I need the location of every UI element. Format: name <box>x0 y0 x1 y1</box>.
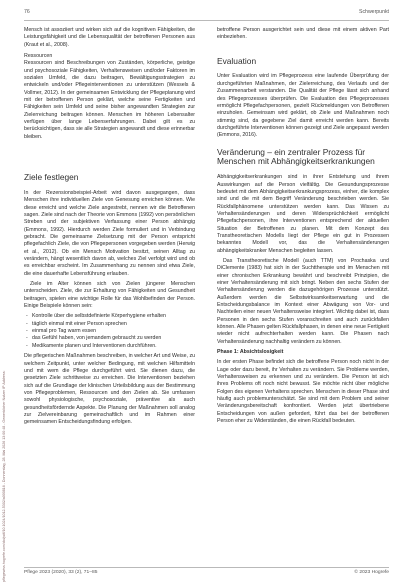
list-item: - Medikamente planen und Interventionen durchführen. <box>32 343 195 350</box>
resources-heading: Ressourcen <box>24 53 53 60</box>
running-footer <box>24 570 389 579</box>
header-divider <box>24 20 389 21</box>
evaluation-heading: Evaluation <box>217 55 257 66</box>
section-gap <box>217 45 389 57</box>
right-column <box>217 27 389 555</box>
measures-paragraph: Die pflegerischen Maßnahmen beschreiben, in welcher Art und Weise, zu welchem Zeitpunkt, unter welcher Bedingung, mit welchen Hilfsmitteln und mit wem die Pflege durchgeführt wird. Sie dienen dazu, die gesetzten Ziele schrittweise zu erreichen. Die Interventionen beziehen sich auf die Grundlage der klinischen Urteilsbildung aus der Bestimmung von Pflegeproblemen, Ressourcen und den Zielen ab. Sie umfassen sowohl physiologische, psychosoziale, präventive als auch gesundheitsfördernde Aspekte. Die Planung der Maßnahmen soll analog zur Zielvereinbarung gemeinschaftlich und im Rahmen einer gemeinsamen Entscheidungsfindung erfolgen. <box>24 353 195 426</box>
goal-examples-list <box>24 313 195 350</box>
download-note: pflegewiss.hogrefe.com/doi/pdf/10.1024/1012-5302/a000816 - Donnerstag, 28. Mai 2026 13:00:48 - Gewerblicher Nutzer IP Address: <box>2 370 6 582</box>
goals-heading: Ziele festlegen <box>24 172 79 183</box>
section-gap <box>24 144 195 173</box>
running-header <box>24 9 389 19</box>
phase-label: Phase 1: Absichtslosigkeit <box>217 349 284 356</box>
change-heading: Veränderung – ein zentraler Prozess für Menschen mit Abhängigkeitserkrankungen <box>217 146 375 167</box>
section-topic: Schwerpunkt <box>359 9 389 15</box>
journal-citation: Pflege 2023 (2020), 33 (2), 71–85 <box>24 570 98 575</box>
resources-paragraph: Ressourcen sind Beschreibungen von Zuständen, körperliche, geistige und psychosoziale Fähigkeiten, Verhaltensweisen und/oder Faktoren im sozialen Umfeld, die dazu beitragen, Bewältigungsstrategien zu entwickeln und/oder Pflegeinterventionen zu unterstützen (Wessels & Vollmer, 2012). In der gemeinsamen Entwicklung der Pflegeplanung wird mit der betroffenen Person geklärt, welche seine Fertigkeiten und Fähigkeiten sein Umfeld und seine bisher angewandten Strategien zur Zielerreichung beitragen können. Menschen im höheren Lebensalter verfügen über lange Lebenserfahrungen. Dabei gilt es zu berücksichtigen, dass sie alle Strategien angewandt und diese erinnerbar bleiben. <box>24 60 195 140</box>
goals-paragraph: Ziele im Alter können sich von Zielen jüngerer Menschen unterscheiden. Ziele, die zur Erhaltung von Fähigkeiten und Gesundheit beitragen, spielen eine wichtige Rolle für das Wohlbefinden der Person. Einige Beispiele können sein: <box>24 281 195 310</box>
intro-paragraph: Mensch ist assoziiert und wirken sich auf die kognitiven Fähigkeiten, die Leistungsfähigkeit und die Lebensqualität der betroffenen Personen aus (Kraut et al., 2008). <box>24 27 195 48</box>
list-item: - täglich einmal mit einer Person sprechen <box>32 321 195 328</box>
change-paragraph: Abhängigkeitserkrankungen sind in ihrer Entstehung und ihrem Auswirkungen auf die Person vielfältig. Die Gesundungsprozesse bedeutet mit dem Abhängigkeitserkrankungsprozess, einher, die komplex sind und die mit dem Begriff Veränderung beschrieben werden. Sie Rückfallphänomene unterstützen werden kann. Das Wissen zu Verhaltensänderungen und deren Widersprüchlichkeit ermöglicht Pflegefachpersonen, ihre Interventionen entsprechend der aktuellen Situation der Betroffenen zu planen. Mit dem Konzept des Transtheoretischen Modells liegt der Pflege ein gut in Prozessen bekanntes Modell vor, das die Verhaltensänderungen abhängigkeitskranker Menschen begleiten lassen. <box>217 174 389 254</box>
phase-paragraph: In der ersten Phase befindet sich die betroffene Person noch nicht in der Lage oder dazu bereit, ihr Verhalten zu verändern. Sie Probleme werden, Verhaltensweisen zu erkennen und zu verändern. Die Person ist sich ihres Problems oft noch nicht bewusst. Sie möchte nicht über mögliche Folgen des eigenen Verhaltens sprechen. Menschen in dieser Phase sind häufig auch problemunterschätzt. Sie sind mit dem Problem und seiner Veränderungsbereitschaft konfrontiert. Werden jetzt übertriebene Entscheidungen von außen gefordert, führt das bei der betroffenen Person eher zu Widerständen, die einen Rückfall bedeuten. <box>217 359 389 425</box>
list-item: - das Gefühl haben, von jemandem gebraucht zu werden <box>32 335 195 342</box>
ttm-paragraph: Das Transtheoretische Modell (auch TTM) von Prochaska und DiClemente (1983) hat sich in der Suchttherapie und im Menschen mit einer chronischen Erkrankung bewährt und beschreibt Prinzipien, die einer Verhaltensänderung mit sich bringt. Neben den sechs Stufen der Verhaltensänderung werden die dazugehörigen Prozesse unterstützt. Außerdem werden die Selbstwirksamkeitserwartung und die Entscheidungsbalance im Kontext einer Abwägung von Vor- und Nachteilen einer neuen Verhaltensweise integriert. Wichtig dabei ist, dass Personen in den sechs Stufen voranschreiten und auch zurückfallen können. Alle Phasen gelten Rückfallphasen, in denen eine neue Fertigkeit wieder nicht aufrechterhalten werden kann. Die Phasen nach Verhaltensänderung nachhaltig verändern zu können. <box>217 257 389 345</box>
evaluation-paragraph: Unter Evaluation wird im Pflegeprozess eine laufende Überprüfung der durchgeführten Maßnahmen, der Zielerreichung, des Verlaufs und der Zusammenarbeit verstanden. Die Qualität der Pflege lässt sich anhand des Pflegeprozesses überprüfen. Die Evaluation des Pflegeprozesses ermöglicht Pflegefachpersonen, gezielt Rückmeldungen von Betroffenen einzuholen. Gemeinsam wird geklärt, ob Ziele und Maßnahmen noch stimmig sind, da gegebene Ziel damit erreicht werden kann. Bereits durchgeführte Interventionen können gezeigt und Ziele angepasst werden (Emmons, 2016). <box>217 73 389 139</box>
left-column <box>24 27 195 555</box>
copyright-notice: © 2023 Hogrefe <box>354 570 389 575</box>
list-item: - einmal pro Tag warm essen <box>32 328 195 335</box>
footer-divider <box>24 567 389 568</box>
goals-paragraph: In der Rezensionsbeispiel-Arbeit wird davon ausgegangen, dass Menschen ihre individuellen Ziele von Genesung erreichen können. Wie diese erreicht und welche Ziele angestrebt, nennen wir die Betroffenen sagen. Ziele sind nach der Theorie von Emmons (1992) von persönlichen Streben und der subjektiven Verfassung einer Person abhängig (Emmons, 1992). Hierdurch werden Ziele formuliert und in Verbindung gebracht. Die gemeinsame Zielsetzung mit der Person entspricht pflegefachlich Ziele, die von Pflegepersonen vorgegeben werden (Herwig et al., 2012). Ob ein Mensch Motivation besitzt, seinen Alltag zu verändern, hängt wesentlich davon ab, welches Ziel verfolgt wird und ob es erreichbar erscheint. Im Zusammenhang zu nennen sind etwa Ziele, die eine dauerhafte Lebensführung erlauben. <box>24 189 195 277</box>
continued-paragraph: betroffene Person ausgerichtet sein und diese mit einem aktiven Part einbeziehen. <box>217 27 389 41</box>
list-item: - Kontrolle über die selbstdefinierte Körperhygiene erhalten <box>32 313 195 320</box>
page-number: 76 <box>24 9 30 15</box>
